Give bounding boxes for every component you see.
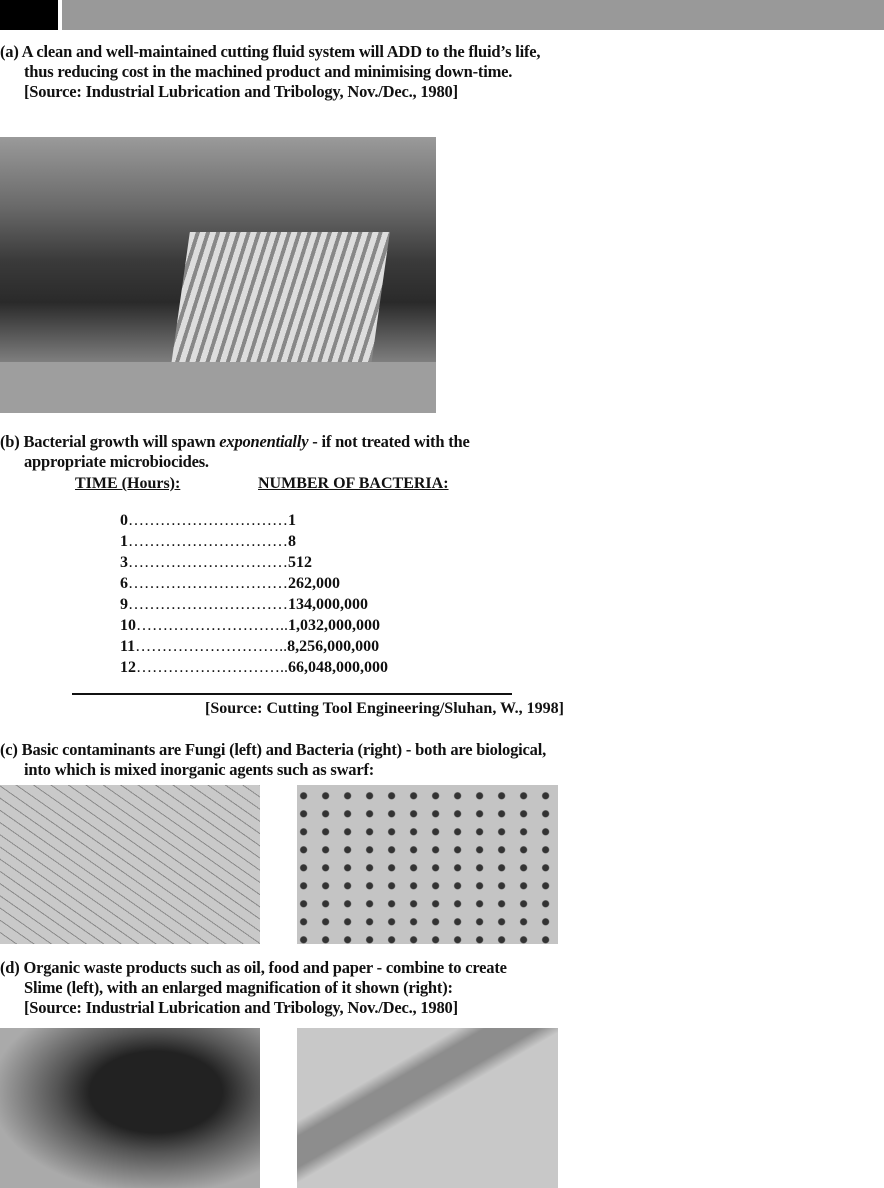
row-count: 262,000 bbox=[288, 575, 340, 592]
caption-line bbox=[0, 432, 470, 452]
row-dots: ………………………… bbox=[128, 533, 288, 550]
column-header-time: TIME (Hours): bbox=[75, 475, 181, 492]
source-citation: [Source: Cutting Tool Engineering/Sluhan, W., 1998] bbox=[205, 700, 564, 717]
section-a-caption bbox=[0, 42, 540, 102]
caption-text: - if not treated with the bbox=[308, 432, 470, 451]
table-row bbox=[120, 636, 388, 657]
table-row bbox=[120, 657, 388, 678]
caption-text: (b) Bacterial growth will spawn bbox=[0, 432, 220, 451]
cutting-fluid-photo bbox=[0, 137, 436, 413]
table-row bbox=[120, 531, 388, 552]
row-count: 134,000,000 bbox=[288, 596, 368, 613]
section-b-caption bbox=[0, 432, 470, 472]
row-count: 8 bbox=[288, 533, 296, 550]
section-c-caption bbox=[0, 740, 546, 780]
source-citation: [Source: Industrial Lubrication and Tribology, Nov./Dec., 1980] bbox=[24, 82, 458, 101]
table-row bbox=[120, 552, 388, 573]
row-dots: ……………………….. bbox=[135, 638, 288, 655]
table-row bbox=[120, 510, 388, 531]
row-time: 9 bbox=[120, 596, 128, 613]
row-count: 1 bbox=[288, 512, 296, 529]
row-count: 1,032,000,000 bbox=[288, 617, 380, 634]
row-time: 12 bbox=[120, 659, 136, 676]
row-time: 10 bbox=[120, 617, 136, 634]
table-row bbox=[120, 615, 388, 636]
slime-photo bbox=[0, 1028, 260, 1188]
source-citation: [Source: Industrial Lubrication and Tribology, Nov./Dec., 1980] bbox=[24, 998, 458, 1017]
caption-line: appropriate microbiocides. bbox=[24, 452, 209, 471]
row-time: 11 bbox=[120, 638, 136, 655]
table-row bbox=[120, 573, 388, 594]
header-block bbox=[0, 0, 58, 30]
fungi-photo bbox=[0, 785, 260, 944]
caption-line: Slime (left), with an enlarged magnification of it shown (right): bbox=[24, 978, 453, 997]
row-time: 6 bbox=[120, 575, 128, 592]
caption-line: thus reducing cost in the machined product and minimising down-time. bbox=[24, 62, 513, 81]
bacteria-table bbox=[120, 510, 388, 678]
section-d-caption bbox=[0, 958, 507, 1018]
caption-line: (c) Basic contaminants are Fungi (left) and Bacteria (right) - both are biological, bbox=[0, 740, 547, 759]
table-row bbox=[120, 594, 388, 615]
caption-line: (a) A clean and well-maintained cutting fluid system will ADD to the fluid’s life, bbox=[0, 42, 541, 61]
row-time: 1 bbox=[120, 533, 128, 550]
column-header-bacteria: NUMBER OF BACTERIA: bbox=[258, 475, 449, 492]
bacteria-photo bbox=[297, 785, 558, 944]
row-dots: ………………………… bbox=[128, 554, 288, 571]
row-time: 0 bbox=[120, 512, 128, 529]
row-count: 8,256,000,000 bbox=[287, 638, 380, 655]
caption-emphasis: exponentially bbox=[219, 432, 309, 451]
row-dots: ……………………….. bbox=[136, 659, 288, 676]
row-dots: ………………………… bbox=[128, 596, 288, 613]
row-dots: ……………………….. bbox=[136, 617, 288, 634]
row-dots: ………………………… bbox=[128, 575, 288, 592]
header-bar bbox=[62, 0, 884, 30]
caption-line: (d) Organic waste products such as oil, food and paper - combine to create bbox=[0, 958, 507, 977]
row-count: 512 bbox=[288, 554, 312, 571]
slime-magnified-photo bbox=[297, 1028, 558, 1188]
caption-line: into which is mixed inorganic agents such as swarf: bbox=[24, 760, 375, 779]
row-time: 3 bbox=[120, 554, 128, 571]
divider bbox=[72, 693, 512, 695]
row-count: 66,048,000,000 bbox=[288, 659, 388, 676]
row-dots: ………………………… bbox=[128, 512, 288, 529]
